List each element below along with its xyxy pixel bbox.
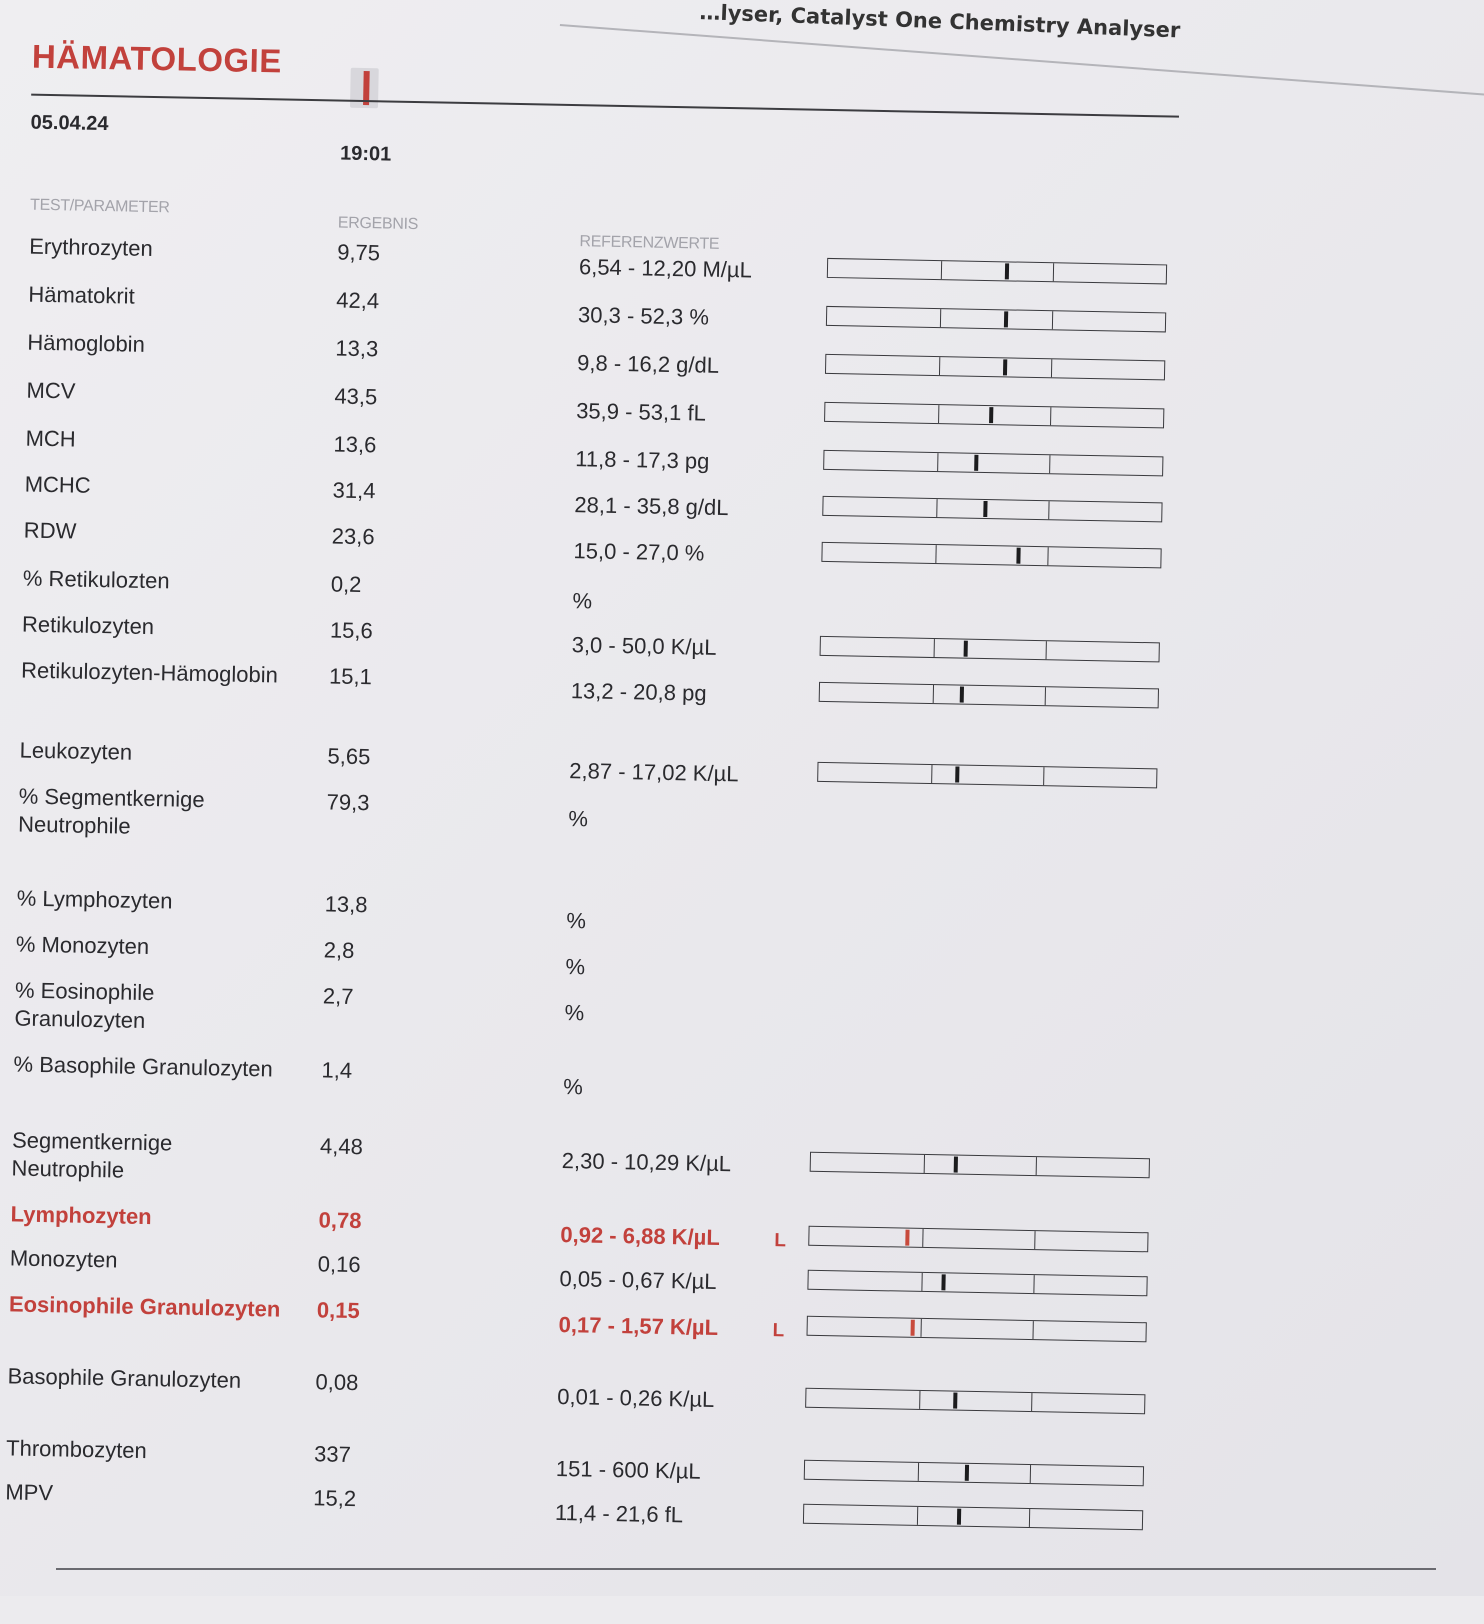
parameter-name: % Segmentkernige Neutrophile — [17, 783, 205, 839]
range-bar — [805, 1388, 1145, 1415]
range-bar-divider — [1029, 1509, 1031, 1527]
result-value: 4,48 — [319, 1133, 364, 1160]
parameter-name: Lymphozyten — [10, 1201, 152, 1230]
range-bar-divider — [1033, 1275, 1035, 1293]
range-bar-marker — [953, 1393, 957, 1409]
result-value: 23,6 — [331, 523, 375, 550]
range-bar — [819, 682, 1159, 709]
range-bar-marker — [942, 1274, 946, 1290]
range-bar-divider — [937, 453, 939, 471]
table-row — [0, 930, 1182, 980]
range-bar-divider — [1031, 1393, 1033, 1411]
parameter-name: RDW — [23, 517, 77, 544]
range-bar — [825, 354, 1165, 381]
range-bar-marker — [905, 1230, 909, 1246]
range-bar-divider — [919, 1391, 921, 1409]
range-bar-divider — [932, 685, 934, 703]
reference-range: 151 - 600 K/µL — [555, 1455, 701, 1484]
report-time: 19:01 — [339, 142, 392, 166]
range-bar-divider — [1034, 1231, 1036, 1249]
range-bar — [823, 450, 1163, 477]
reference-range: 13,2 - 20,8 pg — [570, 678, 707, 706]
result-value: 0,08 — [315, 1369, 359, 1396]
reference-range: 11,8 - 17,3 pg — [575, 446, 710, 474]
reference-range: 15,0 - 27,0 % — [573, 538, 705, 566]
table-row — [0, 610, 1188, 660]
result-value: 13,3 — [335, 335, 379, 362]
range-bar — [826, 306, 1166, 333]
range-bar-divider — [921, 1273, 923, 1291]
result-value: 15,6 — [329, 617, 374, 644]
table-row — [0, 376, 1193, 426]
range-bar — [817, 762, 1157, 789]
bottom-divider — [56, 1568, 1436, 1570]
result-value: 0,78 — [318, 1207, 362, 1234]
range-bar-marker — [965, 1465, 969, 1481]
range-bar-divider — [922, 1229, 924, 1247]
range-bar-divider — [1033, 1321, 1035, 1339]
title-divider — [31, 94, 1179, 118]
table-row — [0, 1362, 1174, 1412]
range-bar — [820, 636, 1160, 663]
reference-range: % — [568, 806, 589, 832]
range-bar-divider — [1050, 407, 1052, 425]
column-header-parameter: TEST/PARAMETER — [29, 196, 170, 217]
range-bar — [804, 1460, 1144, 1487]
column-header-result: ERGEBNIS — [337, 214, 419, 234]
range-bar — [807, 1316, 1147, 1343]
result-value: 9,75 — [336, 239, 381, 266]
table-row — [0, 424, 1192, 474]
low-flag: L — [774, 1230, 787, 1252]
range-bar-divider — [1052, 311, 1054, 329]
range-bar-divider — [938, 405, 940, 423]
result-value: 15,1 — [328, 663, 373, 690]
low-flag: L — [772, 1320, 785, 1342]
parameter-name: MPV — [5, 1479, 54, 1506]
parameter-name: MCH — [25, 425, 76, 452]
range-bar-divider — [920, 1319, 922, 1337]
range-bar-marker — [1004, 311, 1008, 327]
range-bar — [821, 542, 1161, 569]
reference-range: % — [572, 588, 593, 614]
table-row — [0, 736, 1186, 787]
range-bar-divider — [1047, 547, 1049, 565]
range-bar-divider — [917, 1463, 919, 1481]
result-value: 0,15 — [316, 1297, 360, 1324]
parameter-name: Retikulozyten-Hämoglobin — [20, 657, 279, 688]
range-bar-divider — [1030, 1465, 1032, 1483]
parameter-name: Erythrozyten — [29, 233, 153, 261]
range-bar-divider — [916, 1507, 918, 1525]
range-bar — [803, 1504, 1143, 1531]
table-row — [0, 976, 1181, 1033]
range-bar-marker — [957, 1509, 961, 1525]
range-bar-marker — [1003, 359, 1007, 375]
parameter-name: Hämoglobin — [27, 329, 146, 357]
range-bar-divider — [940, 261, 942, 279]
reference-range: 0,92 - 6,88 K/µL — [560, 1221, 721, 1251]
result-value: 15,2 — [313, 1485, 357, 1512]
reference-range: 0,05 - 0,67 K/µL — [559, 1265, 717, 1294]
range-bar-divider — [933, 639, 935, 657]
reference-range: % — [565, 954, 586, 980]
table-row — [0, 1050, 1180, 1100]
result-value: 43,5 — [334, 383, 378, 410]
result-value: 2,8 — [323, 937, 355, 963]
result-value: 2,7 — [322, 983, 354, 1009]
reference-range: 6,54 - 12,20 M/µL — [578, 254, 753, 283]
table-row — [0, 884, 1183, 934]
range-bar-marker — [989, 407, 993, 423]
reference-range: 2,87 - 17,02 K/µL — [569, 758, 739, 787]
result-value: 5,65 — [327, 743, 371, 770]
reference-range: 30,3 - 52,3 % — [577, 302, 710, 330]
parameter-name: Basophile Granulozyten — [7, 1363, 242, 1393]
range-bar-marker — [960, 687, 964, 703]
parameter-name: Eosinophile Granulozyten — [8, 1291, 281, 1322]
parameter-name: Retikulozyten — [21, 611, 155, 640]
reference-range: % — [563, 1074, 584, 1100]
range-bar-marker — [955, 766, 959, 782]
reference-range: 28,1 - 35,8 g/dL — [574, 492, 729, 521]
range-bar-divider — [1045, 687, 1047, 705]
range-bar-marker — [1016, 548, 1020, 564]
range-bar-marker — [910, 1320, 914, 1336]
table-row — [0, 1434, 1172, 1484]
reference-range: 9,8 - 16,2 g/dL — [576, 350, 720, 378]
table-row — [0, 1200, 1177, 1252]
table-row — [0, 328, 1193, 378]
analyzer-name: …lyser, Catalyst One Chemistry Analyser — [699, 0, 1181, 43]
range-bar-divider — [1053, 263, 1055, 281]
range-bar-divider — [931, 765, 933, 783]
column-header-reference: REFERENZWERTE — [579, 233, 720, 253]
reference-range: 3,0 - 50,0 K/µL — [571, 632, 717, 660]
parameter-name: Leukozyten — [19, 737, 133, 765]
reference-range: 2,30 - 10,29 K/µL — [561, 1148, 732, 1177]
result-value: 13,8 — [324, 891, 368, 918]
range-bar-divider — [939, 357, 941, 375]
range-bar — [807, 1270, 1147, 1297]
range-bar-divider — [923, 1155, 925, 1173]
range-bar-divider — [936, 499, 938, 517]
parameter-name: % Retikulozten — [22, 565, 170, 594]
result-value: 42,4 — [336, 287, 380, 314]
range-bar-marker — [954, 1157, 958, 1173]
range-bar — [822, 496, 1162, 523]
parameter-name: % Basophile Granulozyten — [13, 1051, 274, 1082]
parameter-name: % Eosinophile Granulozyten — [14, 977, 155, 1033]
result-value: 31,4 — [332, 477, 376, 504]
table-row — [0, 1126, 1178, 1183]
parameter-name: MCHC — [24, 471, 91, 498]
parameter-name: MCV — [26, 377, 76, 404]
parameter-name: % Lymphozyten — [16, 885, 173, 914]
parameter-name: Hämatokrit — [28, 281, 135, 309]
parameter-name: Segmentkernige Neutrophile — [11, 1127, 173, 1183]
range-bar-divider — [1046, 641, 1048, 659]
reference-range: 0,01 - 0,26 K/µL — [557, 1383, 715, 1412]
reference-range: 35,9 - 53,1 fL — [575, 398, 707, 426]
range-bar — [808, 1226, 1148, 1253]
section-title: HÄMATOLOGIE — [31, 37, 283, 80]
result-value: 13,6 — [333, 431, 377, 458]
range-bar-divider — [1036, 1157, 1038, 1175]
parameter-name: Thrombozyten — [5, 1435, 148, 1464]
parameter-name: % Monozyten — [15, 931, 150, 960]
reference-range: % — [564, 1000, 585, 1026]
range-bar-divider — [1049, 455, 1051, 473]
range-bar-divider — [1048, 501, 1050, 519]
result-value: 79,3 — [326, 789, 370, 816]
range-bar — [827, 258, 1167, 285]
reference-range: 11,4 - 21,6 fL — [554, 1499, 684, 1528]
parameter-name: Monozyten — [9, 1245, 118, 1273]
result-value: 0,16 — [317, 1251, 361, 1278]
range-bar-divider — [1043, 767, 1045, 785]
reference-range: % — [566, 908, 587, 934]
result-value: 337 — [313, 1441, 352, 1468]
range-bar-marker — [964, 641, 968, 657]
table-row — [0, 280, 1194, 330]
range-bar — [824, 402, 1164, 429]
range-bar-divider — [1051, 359, 1053, 377]
range-bar-marker — [974, 455, 978, 471]
result-value: 0,2 — [330, 571, 362, 598]
range-bar-divider — [935, 545, 937, 563]
report-date: 05.04.24 — [30, 111, 109, 136]
result-value: 1,4 — [321, 1057, 353, 1083]
table-row — [0, 564, 1189, 614]
reference-range: 0,17 - 1,57 K/µL — [558, 1311, 719, 1341]
range-bar-marker — [983, 501, 987, 517]
range-bar-marker — [1005, 263, 1009, 279]
range-bar — [810, 1152, 1150, 1179]
range-bar-divider — [939, 309, 941, 327]
